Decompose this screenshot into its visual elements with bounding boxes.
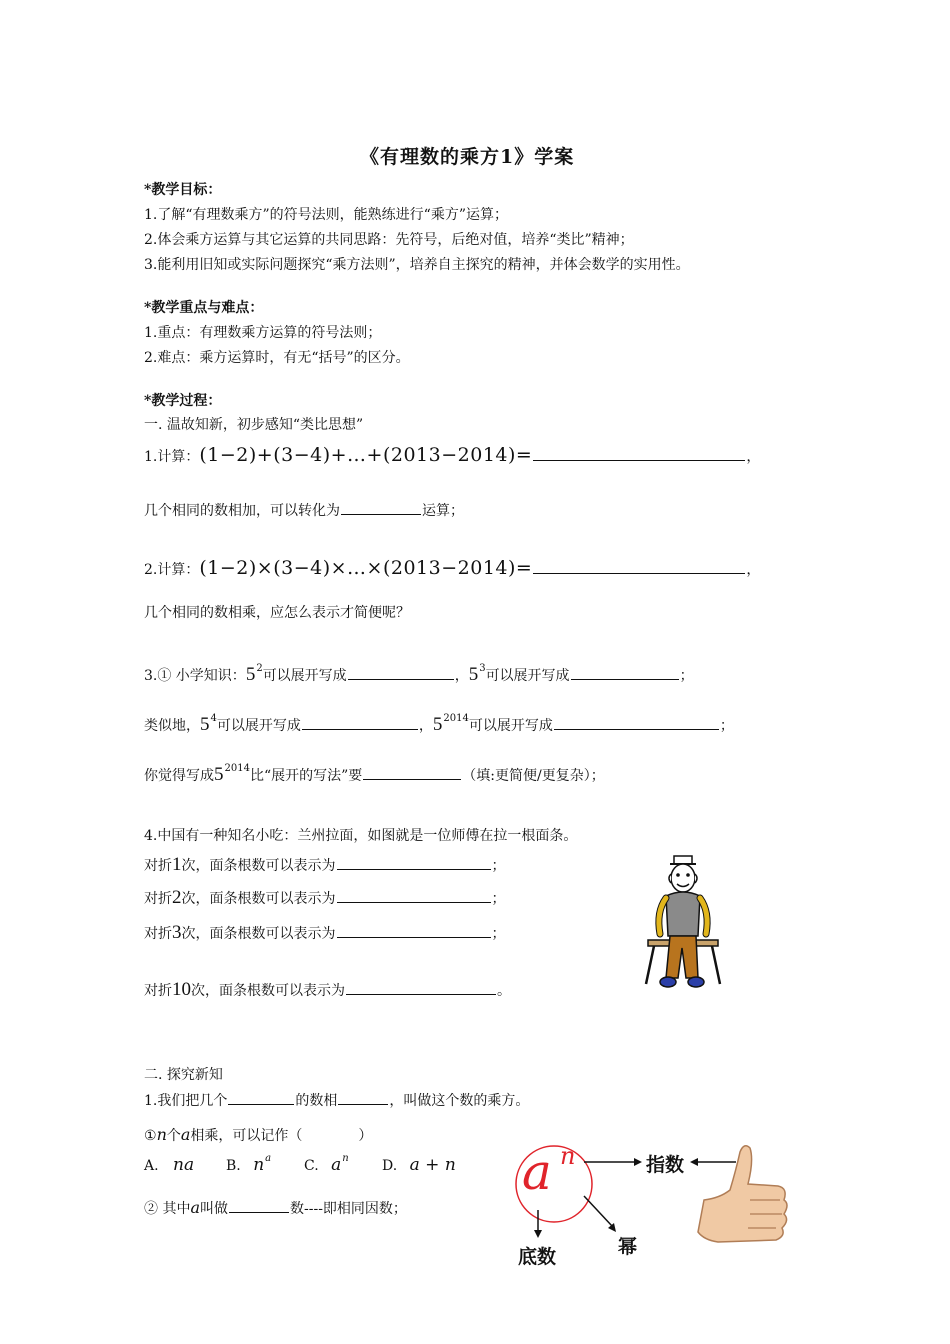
fold-line bbox=[144, 888, 506, 909]
q3-blank-4[interactable] bbox=[554, 715, 719, 730]
fold-blank[interactable] bbox=[337, 888, 491, 903]
process-heading: *教学过程： bbox=[144, 393, 222, 409]
fold-count: 1 bbox=[172, 854, 182, 875]
q3-line3-b: 比“展开的写法”要 bbox=[249, 768, 363, 784]
q2-comma: ， bbox=[746, 562, 761, 578]
q1-comma: ， bbox=[746, 449, 761, 465]
section2-line1 bbox=[144, 1090, 529, 1111]
s2-q1-d: ） bbox=[358, 1128, 373, 1144]
section1-heading: 一. 温故知新，初步感知“类比思想” bbox=[144, 417, 364, 433]
choice-c-exp: n bbox=[342, 1153, 349, 1164]
power-exponent: 2014 bbox=[443, 713, 469, 724]
q3-line2-prefix: 类似地， bbox=[144, 718, 200, 734]
fold-line bbox=[144, 923, 506, 944]
q1-expression: (1−2)+(3−4)+…+(2013−2014)= bbox=[199, 444, 533, 466]
choice-a[interactable] bbox=[144, 1155, 194, 1176]
label-base: 底数 bbox=[518, 1246, 557, 1268]
q1-note-a: 几个相同的数相加，可以转化为 bbox=[144, 503, 340, 519]
fold-count: 2 bbox=[172, 887, 182, 908]
fold-suffix: 次，面条根数可以表示为 bbox=[181, 926, 336, 942]
fold-end: 。 bbox=[497, 983, 511, 999]
power-exponent: 3 bbox=[479, 663, 486, 674]
choice-b-exp: a bbox=[265, 1153, 272, 1164]
q3-comma: ， bbox=[418, 718, 433, 734]
fold-line bbox=[144, 980, 511, 1001]
power-exponent: 4 bbox=[210, 713, 217, 724]
q2-answer-blank[interactable] bbox=[533, 559, 745, 574]
expand-label: 可以展开写成 bbox=[216, 718, 301, 734]
fold-end: ； bbox=[491, 891, 506, 907]
diagram-base-letter: a bbox=[522, 1143, 552, 1201]
q3-blank-5[interactable] bbox=[363, 765, 461, 780]
fold-suffix: 次，面条根数可以表示为 bbox=[181, 891, 336, 907]
choice-letter: A. bbox=[144, 1158, 159, 1174]
q1-note-blank[interactable] bbox=[341, 500, 421, 515]
keypoint-item: 1.重点：有理数乘方运算的符号法则； bbox=[144, 325, 382, 341]
choice-b-base: n bbox=[253, 1155, 265, 1175]
question-3-line1 bbox=[144, 665, 694, 688]
power-base: 5 bbox=[432, 714, 443, 735]
var-n: n bbox=[156, 1125, 167, 1144]
keypoints-heading: *教学重点与难点： bbox=[144, 300, 264, 316]
fold-prefix: 对折 bbox=[144, 983, 172, 999]
section2-heading: 二. 探究新知 bbox=[144, 1067, 223, 1083]
q2-expression: (1−2)×(3−4)×…×(2013−2014)= bbox=[199, 557, 533, 579]
choice-b[interactable] bbox=[226, 1155, 271, 1178]
question-3-line3 bbox=[144, 765, 605, 788]
choice-d[interactable] bbox=[382, 1155, 456, 1176]
s2-q2-a: ② 其中 bbox=[144, 1201, 191, 1217]
q3-line3-c: （填:更简便/更复杂）； bbox=[462, 768, 605, 784]
choice-c-base: a bbox=[331, 1155, 342, 1175]
s2-q1-a: ① bbox=[144, 1128, 157, 1144]
noodle-master-illustration bbox=[636, 852, 728, 992]
choice-letter: C. bbox=[304, 1158, 319, 1174]
s2-blank-3[interactable] bbox=[229, 1198, 289, 1213]
choice-a-expr: na bbox=[173, 1155, 195, 1175]
q1-prefix: 1.计算： bbox=[144, 449, 200, 465]
var-a: a bbox=[190, 1198, 200, 1217]
fold-suffix: 次，面条根数可以表示为 bbox=[191, 983, 345, 999]
q1-answer-blank[interactable] bbox=[533, 446, 745, 461]
s2-q1-c: 相乘，可以记作（ bbox=[190, 1128, 303, 1144]
fold-prefix: 对折 bbox=[144, 891, 172, 907]
expand-label: 可以展开写成 bbox=[485, 668, 570, 684]
s2-line1-b: 的数相 bbox=[295, 1093, 338, 1109]
q3-comma: ， bbox=[454, 668, 469, 684]
question-3-line2 bbox=[144, 715, 734, 738]
fold-prefix: 对折 bbox=[144, 858, 172, 874]
q2-prefix: 2.计算： bbox=[144, 562, 200, 578]
fold-suffix: 次，面条根数可以表示为 bbox=[181, 858, 336, 874]
expand-label: 可以展开写成 bbox=[468, 718, 553, 734]
q3-blank-2[interactable] bbox=[571, 665, 679, 680]
choice-d-expr: a + n bbox=[409, 1155, 456, 1175]
question-1 bbox=[144, 445, 760, 467]
objective-item: 3.能利用旧知或实际问题探究“乘方法则”，培养自主探究的精神，并体会数学的实用性。 bbox=[144, 257, 690, 273]
label-power: 幂 bbox=[618, 1236, 638, 1258]
s2-line1-a: 1.我们把几个 bbox=[144, 1093, 228, 1109]
question-2 bbox=[144, 558, 760, 580]
power-base: 5 bbox=[200, 714, 210, 735]
q3-semicolon: ； bbox=[679, 668, 694, 684]
fold-blank[interactable] bbox=[337, 855, 491, 870]
choice-c[interactable] bbox=[304, 1155, 349, 1178]
q3-semicolon: ； bbox=[719, 718, 734, 734]
s2-blank-2[interactable] bbox=[338, 1090, 388, 1105]
fold-end: ； bbox=[491, 858, 506, 874]
power-base: 5 bbox=[468, 664, 479, 685]
fold-end: ； bbox=[491, 926, 506, 942]
power-base: 5 bbox=[214, 764, 224, 785]
fold-line bbox=[144, 855, 506, 876]
objective-item: 1.了解“有理数乘方”的符号法则，能熟练进行“乘方”运算； bbox=[144, 207, 508, 223]
s2-q2-c: 数----即相同因数； bbox=[290, 1201, 407, 1217]
fold-prefix: 对折 bbox=[144, 926, 172, 942]
s2-q1-b: 个 bbox=[166, 1128, 181, 1144]
power-diagram bbox=[508, 1140, 798, 1270]
q3-line3-a: 你觉得写成 bbox=[144, 768, 214, 784]
fold-blank[interactable] bbox=[346, 980, 496, 995]
keypoint-item: 2.难点：乘方运算时，有无“括号”的区分。 bbox=[144, 350, 410, 366]
expand-label: 可以展开写成 bbox=[262, 668, 347, 684]
q1-note-b: 运算； bbox=[422, 503, 464, 519]
diagram-exponent-letter: n bbox=[560, 1142, 576, 1170]
q1-note bbox=[144, 500, 464, 521]
objectives-heading: *教学目标： bbox=[144, 182, 222, 198]
power-base: 5 bbox=[245, 664, 256, 685]
objective-item: 2.体会乘方运算与其它运算的共同思路：先符号，后绝对值，培养“类比”精神； bbox=[144, 232, 634, 248]
s2-q2-b: 叫做 bbox=[200, 1201, 228, 1217]
var-a: a bbox=[180, 1125, 191, 1144]
s2-blank-1[interactable] bbox=[228, 1090, 294, 1105]
question-4-intro: 4.中国有一种知名小吃：兰州拉面，如图就是一位师傅在拉一根面条。 bbox=[144, 828, 578, 844]
section2-q2 bbox=[144, 1198, 407, 1219]
power-exponent: 2 bbox=[256, 663, 263, 674]
section2-q1 bbox=[144, 1125, 372, 1146]
q3-prefix: 3.① 小学知识： bbox=[144, 668, 246, 684]
fold-count: 3 bbox=[172, 922, 182, 943]
q2-note: 几个相同的数相乘，应怎么表示才简便呢？ bbox=[144, 605, 410, 621]
choice-letter: B. bbox=[226, 1158, 241, 1174]
fold-count: 10 bbox=[172, 979, 191, 1000]
power-exponent: 2014 bbox=[224, 763, 250, 774]
fold-blank[interactable] bbox=[337, 923, 491, 938]
page-title: 《有理数的乘方1》学案 bbox=[360, 146, 575, 168]
s2-line1-c: ，叫做这个数的乘方。 bbox=[389, 1093, 530, 1109]
q3-blank-3[interactable] bbox=[302, 715, 418, 730]
choice-letter: D. bbox=[382, 1158, 398, 1174]
q3-blank-1[interactable] bbox=[348, 665, 454, 680]
label-exponent: 指数 bbox=[646, 1154, 685, 1176]
